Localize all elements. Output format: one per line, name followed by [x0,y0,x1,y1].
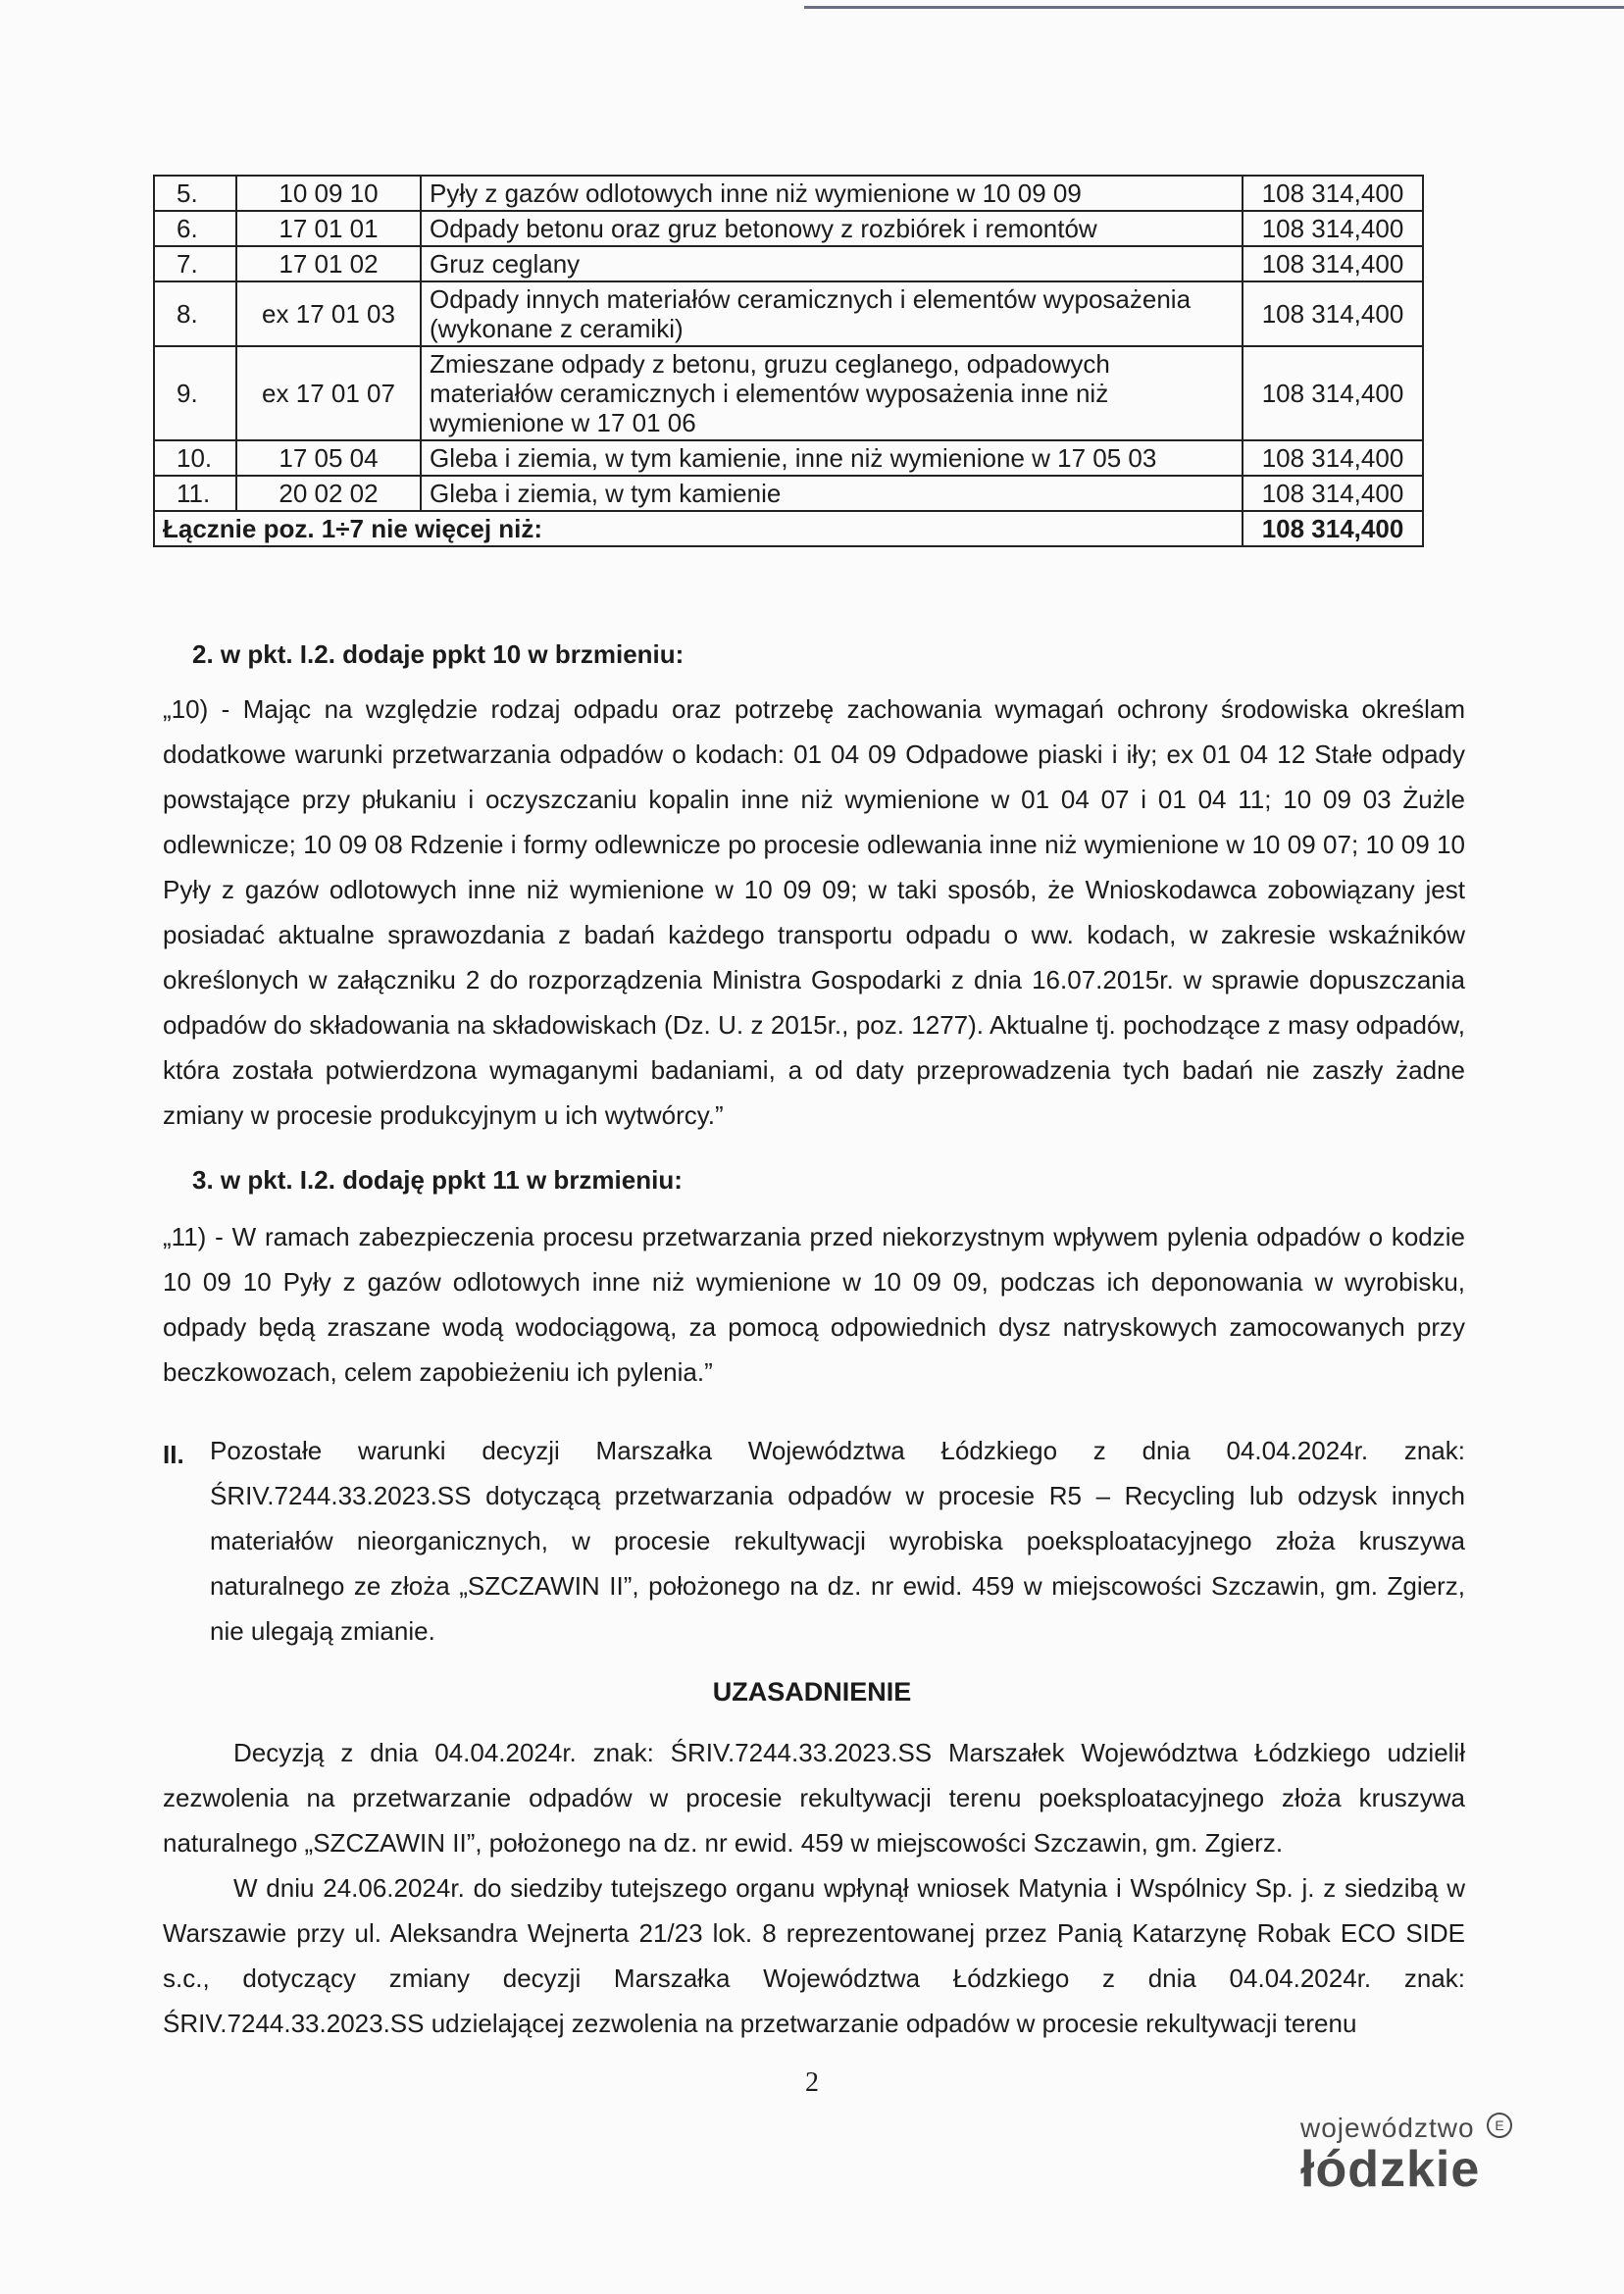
section-II-number: II. [163,1440,184,1469]
section-2-text: „10) - Mając na względzie rodzaj odpadu oraz potrzebę zachowania wymagań ochrony środowiska określam dodatkowe warunki przetwarzania odpadów o kodach: 01 04 09 Odpadowe piaski i iły; ex 01 04 12 Stałe odpady powstające przy płukaniu i oczyszczaniu kopalin inne niż wymienione w 01 04 07 i 01 04 11; 10 09 03 Żużle odlewnicze; 10 09 08 Rdzenie i formy odlewnicze po procesie odlewania inne niż wymienione w 10 09 07; 10 09 10 Pyły z gazów odlotowych inne niż wymienione w 10 09 09; w taki sposób, że Wnioskodawca zobowiązany jest posiadać aktualne sprawozdania z badań każdego transportu odpadu o ww. kodach, w zakresie wskaźników określonych w załączniku 2 do rozporządzenia Ministra Gospodarki z dnia 16.07.2015r. w sprawie dopuszczania odpadów do składowania na składowiskach (Dz. U. z 2015r., poz. 1277). Aktualne tj. pochodzące z masy odpadów, która została potwierdzona wymaganymi badaniami, a od daty przeprowadzenia tych badań nie zaszły żadne zmiany w procesie produkcyjnym u ich wytwórcy.” [163,694,1465,1130]
waste-quantity: 108 314,400 [1243,346,1423,440]
table-row [154,211,1423,246]
table-row [154,440,1423,476]
table-row [154,476,1423,511]
justification-paragraph-1: Decyzją z dnia 04.04.2024r. znak: ŚRIV.7244.33.2023.SS Marszałek Województwa Łódzkiego udzielił zezwolenia na przetwarzanie odpadów w procesie rekultywacji terenu poeksploatacyjnego złoża kruszywa naturalnego „SZCZAWIN II”, położonego na dz. nr ewid. 459 w miejscowości Szczawin, gm. Zgierz. [163,1738,1465,1858]
waste-code: 17 01 02 [236,246,421,281]
waste-quantity: 108 314,400 [1243,440,1423,476]
row-number: 6. [154,211,236,246]
row-number: 8. [154,281,236,346]
section-3-text: „11) - W ramach zabezpieczenia procesu przetwarzania przed niekorzystnym wpływem pylenia odpadów o kodzie 10 09 10 Pyły z gazów odlotowych inne niż wymienione w 10 09 09, podczas ich deponowania w wyrobisku, odpady będą zraszane wodą wodociągową, za pomocą odpowiednich dysz natryskowych zamocowanych przy beczkowozach, celem zapobieżeniu ich pylenia.” [163,1222,1465,1387]
logo-line-2: łódzkie [1300,2141,1481,2198]
page-number: 2 [805,2067,819,2098]
waste-code: ex 17 01 07 [236,346,421,440]
waste-code: 20 02 02 [236,476,421,511]
waste-description: Odpady innych materiałów ceramicznych i elementów wyposażenia (wykonane z ceramiki) [421,281,1243,346]
justification-title: UZASADNIENIE [712,1677,912,1707]
waste-description: Gleba i ziemia, w tym kamienie [421,476,1243,511]
waste-quantity: 108 314,400 [1243,246,1423,281]
row-number: 10. [154,440,236,476]
section-II-text: Pozostałe warunki decyzji Marszałka Województwa Łódzkiego z dnia 04.04.2024r. znak: ŚRIV.7244.33.2023.SS dotyczącą przetwarzania odpadów w procesie R5 – Recycling lub odzysk innych materiałów nieorganicznych, w procesie rekultywacji wyrobiska poeksploatacyjnego złoża kruszywa naturalnego ze złoża „SZCZAWIN II”, położonego na dz. nr ewid. 459 w miejscowości Szczawin, gm. Zgierz, nie ulegają zmianie. [210,1436,1465,1646]
voivodeship-logo [1300,2113,1506,2198]
waste-code: 17 05 04 [236,440,421,476]
waste-description: Gruz ceglany [421,246,1243,281]
waste-description: Zmieszane odpady z betonu, gruzu ceglanego, odpadowych materiałów ceramicznych i elementów wyposażenia inne niż wymienione w 17 01 06 [421,346,1243,440]
table-row [154,346,1423,440]
row-number: 9. [154,346,236,440]
logo-line-1: województwo [1300,2113,1475,2143]
justification-paragraph-2: W dniu 24.06.2024r. do siedziby tutejszego organu wpłynął wniosek Matynia i Wspólnicy Sp. j. z siedzibą w Warszawie przy ul. Aleksandra Wejnerta 21/23 lok. 8 reprezentowanej przez Panią Katarzynę Robak ECO SIDE s.c., dotyczący zmiany decyzji Marszałka Województwa Łódzkiego z dnia 04.04.2024r. znak: ŚRIV.7244.33.2023.SS udzielającej zezwolenia na przetwarzanie odpadów w procesie rekultywacji terenu [163,1873,1465,2038]
table-row [154,246,1423,281]
row-number: 5. [154,176,236,211]
waste-codes-table [153,175,1424,547]
table-row [154,281,1423,346]
section-2-title: 2. w pkt. I.2. dodaje ppkt 10 w brzmieniu: [192,639,685,669]
table-row [154,176,1423,211]
waste-code: 17 01 01 [236,211,421,246]
logo-mark-icon: E [1487,2113,1512,2138]
waste-quantity: 108 314,400 [1243,281,1423,346]
waste-description: Gleba i ziemia, w tym kamienie, inne niż wymienione w 17 05 03 [421,440,1243,476]
table-total-row [154,511,1423,546]
waste-quantity: 108 314,400 [1243,176,1423,211]
waste-quantity: 108 314,400 [1243,476,1423,511]
waste-description: Odpady betonu oraz gruz betonowy z rozbiórek i remontów [421,211,1243,246]
row-number: 7. [154,246,236,281]
waste-description: Pyły z gazów odlotowych inne niż wymienione w 10 09 09 [421,176,1243,211]
waste-code: 10 09 10 [236,176,421,211]
section-3-title: 3. w pkt. I.2. dodaję ppkt 11 w brzmieniu: [192,1165,683,1195]
scan-top-line [804,6,1624,9]
total-value: 108 314,400 [1243,511,1423,546]
waste-quantity: 108 314,400 [1243,211,1423,246]
total-label: Łącznie poz. 1÷7 nie więcej niż: [154,511,1243,546]
waste-code: ex 17 01 03 [236,281,421,346]
row-number: 11. [154,476,236,511]
